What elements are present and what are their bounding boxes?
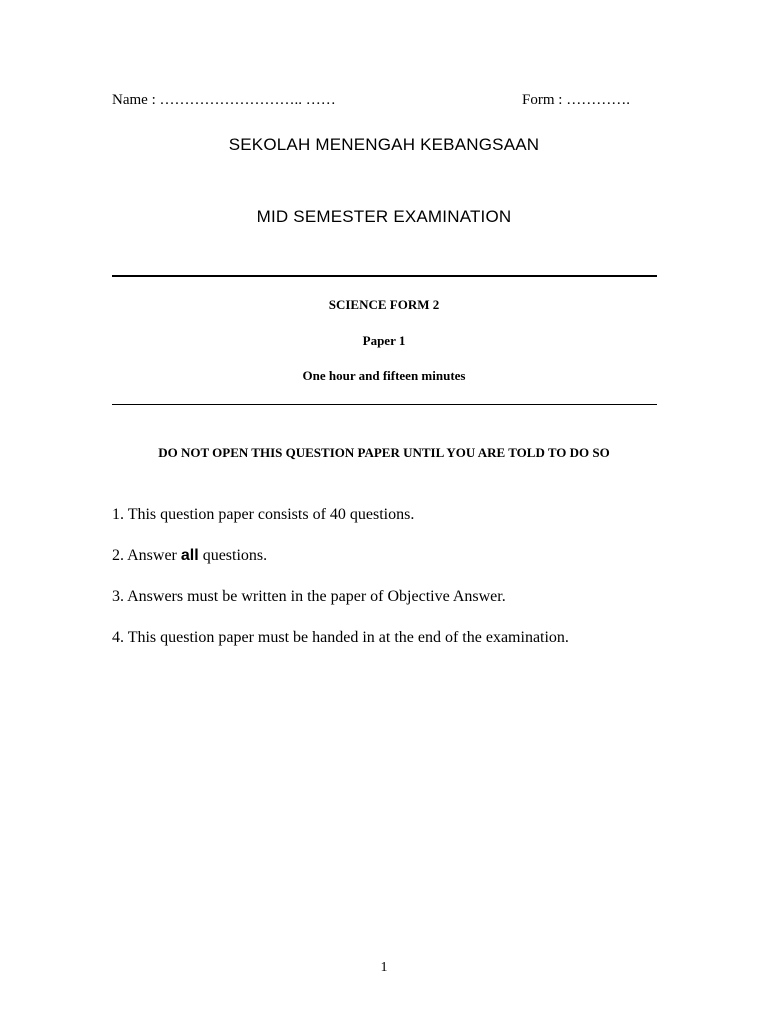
instructions-list — [112, 505, 672, 669]
name-label: Name — [112, 92, 148, 108]
instruction-item: 3. Answers must be written in the paper of Objective Answer. — [112, 588, 506, 605]
subject-title: SCIENCE FORM 2 — [328, 297, 440, 312]
name-blank: ……………………….. …… — [159, 92, 336, 108]
exam-duration: One hour and fifteen minutes — [302, 368, 466, 383]
instruction-prefix: 2. Answer — [112, 547, 181, 564]
name-separator: : — [147, 92, 160, 108]
warning-notice: DO NOT OPEN THIS QUESTION PAPER UNTIL YOU ARE TOLD TO DO SO — [158, 445, 610, 460]
top-divider — [112, 275, 657, 277]
form-blank: …………. — [566, 92, 630, 108]
instruction-suffix: questions. — [198, 547, 268, 564]
page-number: 1 — [380, 960, 388, 975]
form-separator: : — [554, 92, 567, 108]
school-name: SEKOLAH MENENGAH KEBANGSAAN — [228, 135, 540, 154]
bottom-divider — [112, 404, 657, 405]
instruction-item: 4. This question paper must be handed in at the end of the examination. — [112, 629, 569, 646]
instruction-item: 1. This question paper consists of 40 questions. — [112, 506, 415, 523]
form-field — [522, 92, 630, 109]
exam-title: MID SEMESTER EXAMINATION — [256, 207, 512, 226]
paper-number: Paper 1 — [362, 333, 406, 348]
form-label: Form — [522, 92, 555, 108]
instruction-emphasis: all — [180, 547, 199, 564]
instruction-item — [112, 546, 672, 587]
name-field — [112, 92, 336, 109]
